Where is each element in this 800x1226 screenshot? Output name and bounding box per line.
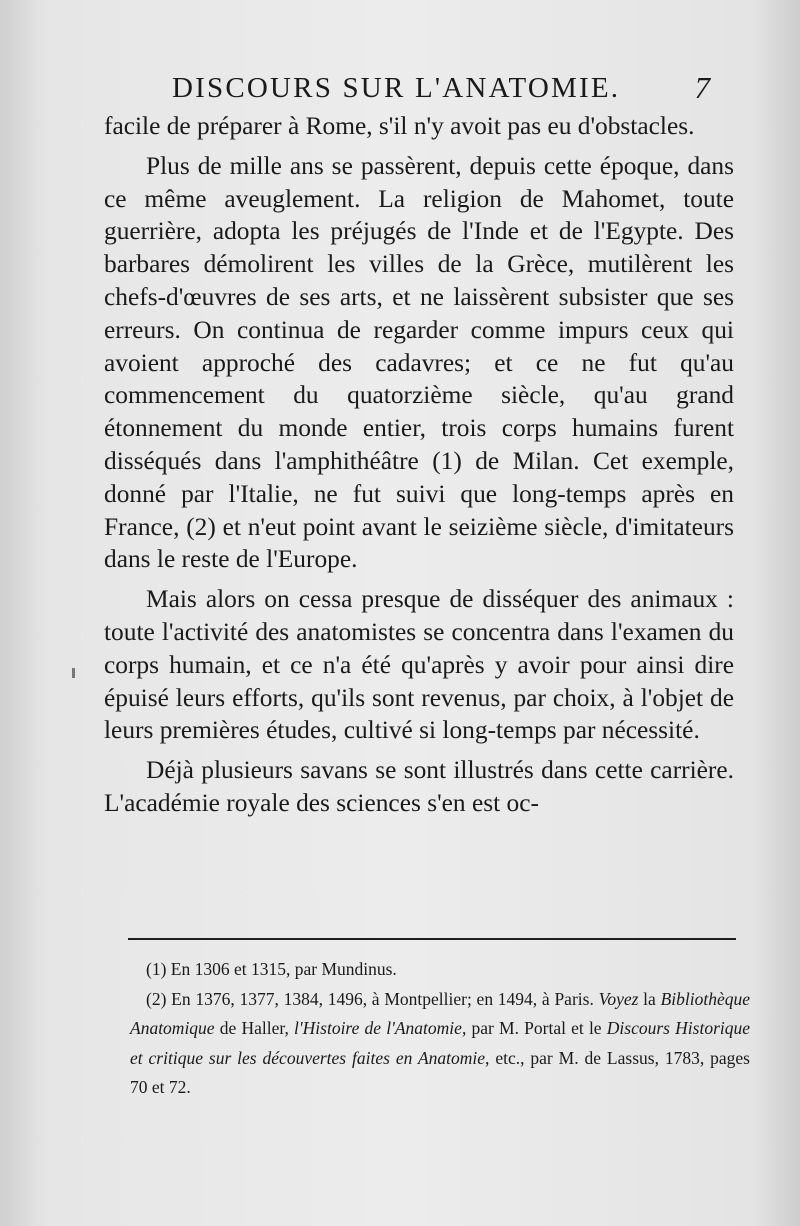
footnote-2-portal: , par M. Portal et le [461, 1018, 607, 1038]
page-header [172, 72, 722, 112]
footnote-2 [130, 985, 750, 1103]
footnote-rule [128, 938, 736, 940]
footnote-2-haller: de Haller, [214, 1018, 295, 1038]
footnotes [130, 955, 750, 1103]
footnote-1: (1) En 1306 et 1315, par Mundinus. [146, 959, 397, 979]
footnote-2-bibliotheque: Bibliothèque Anatomique [130, 988, 750, 1038]
footnote-2-lassus: , etc., par M. de Lassus, 1783, pages 70 et 72. [130, 1047, 750, 1097]
footnote-2-la: la [638, 988, 661, 1009]
body-text [104, 110, 734, 820]
running-title: DISCOURS SUR L'ANATOMIE. [172, 72, 621, 104]
margin-mark [72, 668, 75, 678]
paragraph-mille-ans: Plus de mille ans se passèrent, depuis cette époque, dans ce même aveuglement. La religion de Mahomet, toute guerrière, adopta les préjugés de l'Inde et de l'Egypte. Des barbares démolirent les villes de la Grèce, mutilèrent les chefs-d'œuvres de ses arts, et ne laissèrent subsister que ses erreurs. On continua de regarder comme impurs ceux qui avoient approché des cadavres; et ce ne fut qu'au commencement du quatorzième siècle, qu'au grand étonnement du monde entier, trois corps humains furent disséqués dans l'amphithéâtre (1) de Milan. Cet exemple, donné par l'Italie, ne fut suivi que long-temps après en France, (2) et n'eut point avant le seizième siècle, d'imitateurs dans le reste de l'Europe. [104, 151, 734, 574]
footnote-2-histoire: l'Histoire de l'Anatomie [294, 1018, 462, 1038]
paragraph-continuation: facile de préparer à Rome, s'il n'y avoit pas eu d'obstacles. [104, 112, 695, 140]
paragraph-deja: Déjà plusieurs savans se sont illustrés dans cette carrière. L'académie royale des sciences s'en est oc- [104, 756, 734, 817]
footnote-2-voyez: Voyez [598, 988, 639, 1009]
page-number: 7 [694, 70, 710, 105]
paragraph-mais-alors: Mais alors on cessa presque de disséquer des animaux : toute l'activité des anatomistes se concentra dans l'examen du corps humain, et ce n'a été qu'après y avoir pour ainsi dire épuisé leurs efforts, qu'ils sont revenus, par choix, à l'objet de leurs premières études, cultivé si long-temps par nécessité. [104, 585, 734, 745]
footnote-2-discours: Discours Historique et critique sur les découvertes faites en Anatomie [130, 1018, 751, 1068]
footnote-2-lead: (2) En 1376, 1377, 1384, 1496, à Montpellier; en 1494, à Paris. [146, 988, 594, 1009]
